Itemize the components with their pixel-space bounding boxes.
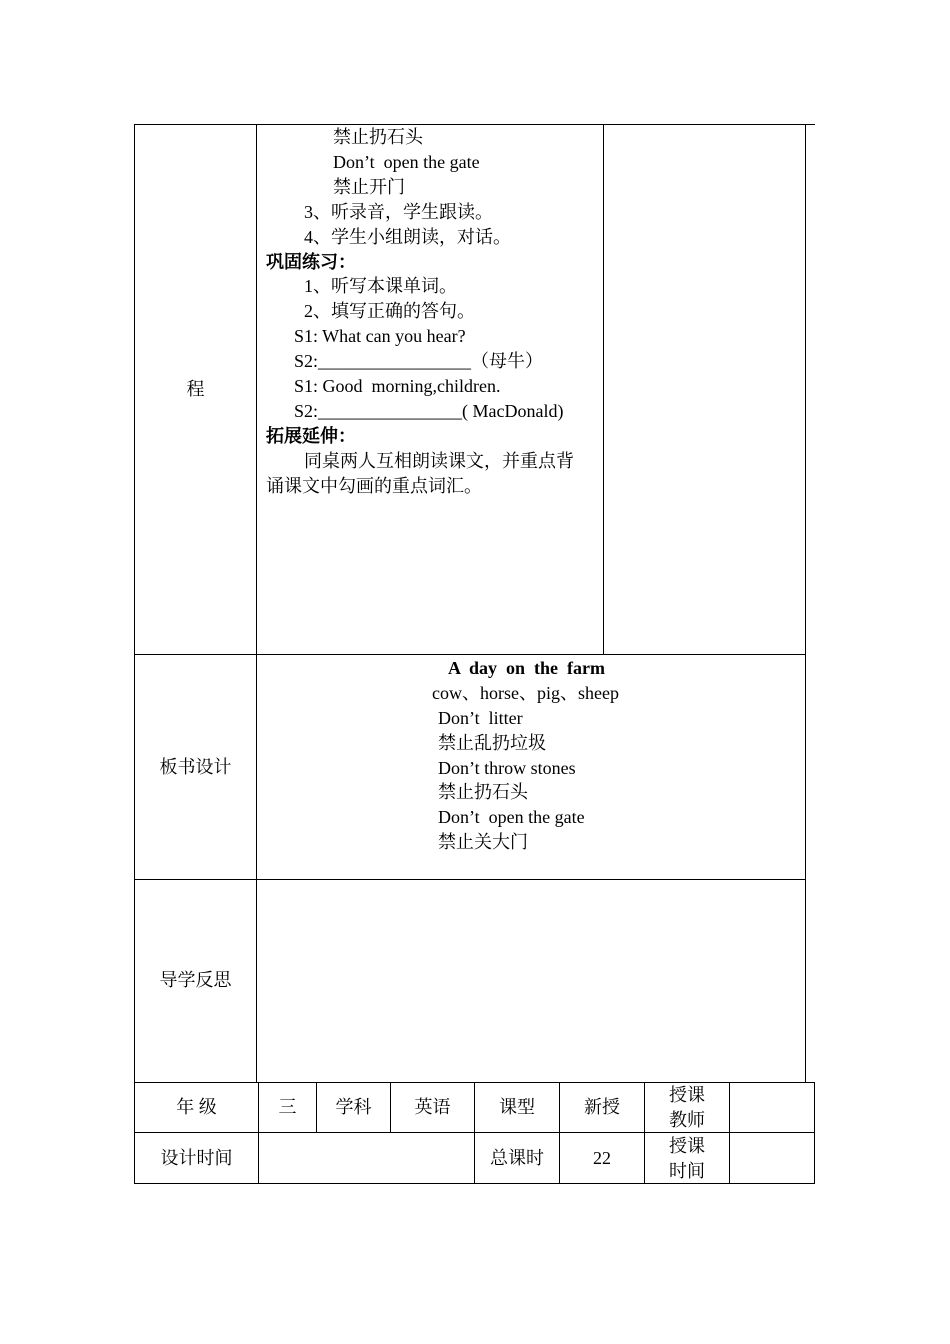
subject-label: 学科 bbox=[335, 1097, 372, 1117]
subject-value: 英语 bbox=[414, 1097, 451, 1117]
design-time-label: 设计时间 bbox=[160, 1148, 233, 1168]
table-top-border bbox=[134, 124, 806, 125]
board-line: 禁止乱扔垃圾 bbox=[438, 733, 546, 753]
board-title: A day on the farm bbox=[448, 658, 605, 678]
content-line: 4、学生小组朗读，对话。 bbox=[304, 227, 511, 247]
content-line: S2:________________( MacDonald) bbox=[294, 401, 564, 421]
table-right-border bbox=[805, 124, 806, 1082]
board-line: cow、horse、pig、sheep bbox=[432, 683, 619, 703]
section-heading: 巩固练习： bbox=[266, 252, 356, 272]
process-row-bottom bbox=[134, 654, 806, 655]
teacher-label-line1: 授课 bbox=[669, 1085, 705, 1105]
lesson-time-label-line1: 授课 bbox=[669, 1136, 705, 1156]
board-row-bottom bbox=[134, 879, 806, 880]
teacher-label-line2: 教师 bbox=[669, 1110, 705, 1130]
content-line: S1: Good morning,children. bbox=[294, 376, 501, 396]
label-column-divider bbox=[256, 124, 257, 1082]
content-line: 诵课文中勾画的重点词汇。 bbox=[266, 476, 482, 496]
grade-value: 三 bbox=[278, 1097, 297, 1117]
lesson-type-label: 课型 bbox=[499, 1097, 535, 1117]
total-hours-label: 总课时 bbox=[490, 1148, 544, 1168]
table-top-stub bbox=[806, 124, 815, 125]
board-line: 禁止关大门 bbox=[438, 832, 528, 852]
content-line: 同桌两人互相朗读课文，并重点背 bbox=[304, 451, 574, 471]
reflection-row-label: 导学反思 bbox=[159, 970, 232, 990]
process-row-label: 程 bbox=[186, 379, 205, 399]
total-hours-value: 22 bbox=[593, 1148, 611, 1168]
content-line: 1、听写本课单词。 bbox=[304, 276, 457, 296]
info-border bbox=[814, 1082, 815, 1184]
content-line: 禁止扔石头 bbox=[333, 127, 423, 147]
lesson-time-label-line2: 时间 bbox=[669, 1161, 705, 1181]
lesson-type-value: 新授 bbox=[584, 1097, 620, 1117]
board-line: 禁止扔石头 bbox=[438, 782, 528, 802]
table-left-border bbox=[134, 124, 135, 1082]
board-line: Don’t throw stones bbox=[438, 758, 576, 778]
content-line: S2:_________________（母牛） bbox=[294, 351, 544, 371]
board-row-label: 板书设计 bbox=[159, 757, 232, 777]
notes-column-divider bbox=[603, 124, 604, 654]
board-line: Don’t open the gate bbox=[438, 807, 585, 827]
content-line: 3、听录音，学生跟读。 bbox=[304, 202, 493, 222]
content-line: 禁止开门 bbox=[333, 177, 405, 197]
grade-label: 年 级 bbox=[176, 1097, 217, 1117]
board-line: Don’t litter bbox=[438, 708, 523, 728]
content-line: 2、填写正确的答句。 bbox=[304, 301, 475, 321]
section-heading: 拓展延伸： bbox=[266, 426, 356, 446]
content-line: Don’t open the gate bbox=[333, 152, 480, 172]
content-line: S1: What can you hear? bbox=[294, 326, 466, 346]
